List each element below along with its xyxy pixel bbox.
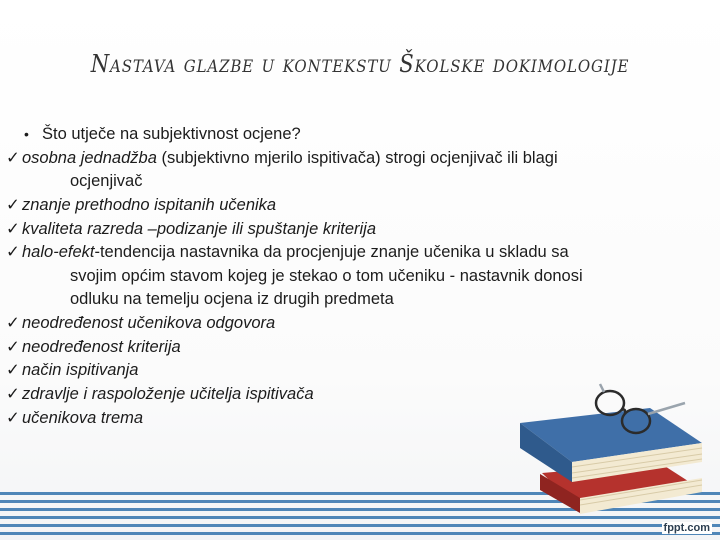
item-term: znanje prethodno ispitanih učenika bbox=[22, 195, 277, 214]
slide-title: Nastava glazbe u kontekstu Školske dokimologije bbox=[90, 50, 630, 78]
list-item bbox=[6, 242, 696, 263]
item-term: halo-efekt bbox=[22, 243, 95, 262]
check-icon: ✓ bbox=[6, 408, 20, 427]
question-text: Što utječe na subjektivnost ocjene? bbox=[42, 125, 301, 143]
item-term: način ispitivanja bbox=[22, 361, 139, 380]
check-icon: ✓ bbox=[6, 243, 20, 262]
check-icon: ✓ bbox=[6, 337, 20, 356]
list-item bbox=[6, 313, 696, 334]
item-term: osobna jednadžba bbox=[22, 148, 157, 167]
question-line bbox=[6, 124, 696, 145]
check-icon: ✓ bbox=[6, 195, 20, 214]
list-item-continuation: ocjenjivač bbox=[70, 172, 143, 191]
check-icon: ✓ bbox=[6, 361, 20, 380]
item-term: neodređenost učenikova odgovora bbox=[22, 314, 276, 332]
bullet-icon: • bbox=[24, 126, 29, 142]
list-item bbox=[6, 195, 696, 216]
list-item-continuation: odluku na temelju ocjena iz drugih predmeta bbox=[70, 290, 394, 309]
item-text: (subjektivno mjerilo ispitivača) strogi ocjenjivač ili blagi bbox=[156, 148, 558, 167]
check-icon: ✓ bbox=[6, 219, 20, 238]
item-text: -tendencija nastavnika da procjenjuje znanje učenika u skladu sa bbox=[94, 243, 569, 262]
list-item bbox=[6, 219, 696, 240]
list-item-continuation: svojim općim stavom kojeg je stekao o tom učeniku - nastavnik donosi bbox=[70, 266, 583, 285]
check-icon: ✓ bbox=[6, 314, 20, 332]
item-term: zdravlje i raspoloženje učitelja ispitivača bbox=[22, 384, 314, 403]
list-item bbox=[6, 148, 696, 169]
list-item bbox=[6, 337, 696, 358]
check-icon: ✓ bbox=[6, 384, 20, 403]
brand-label: fppt.com bbox=[663, 522, 710, 534]
check-icon: ✓ bbox=[6, 148, 20, 167]
item-term: neodređenost kriterija bbox=[22, 337, 181, 356]
item-term: učenikova trema bbox=[22, 408, 144, 427]
stacked-books-icon bbox=[480, 378, 720, 528]
item-term: kvaliteta razreda –podizanje ili spuštanje kriterija bbox=[22, 219, 377, 238]
